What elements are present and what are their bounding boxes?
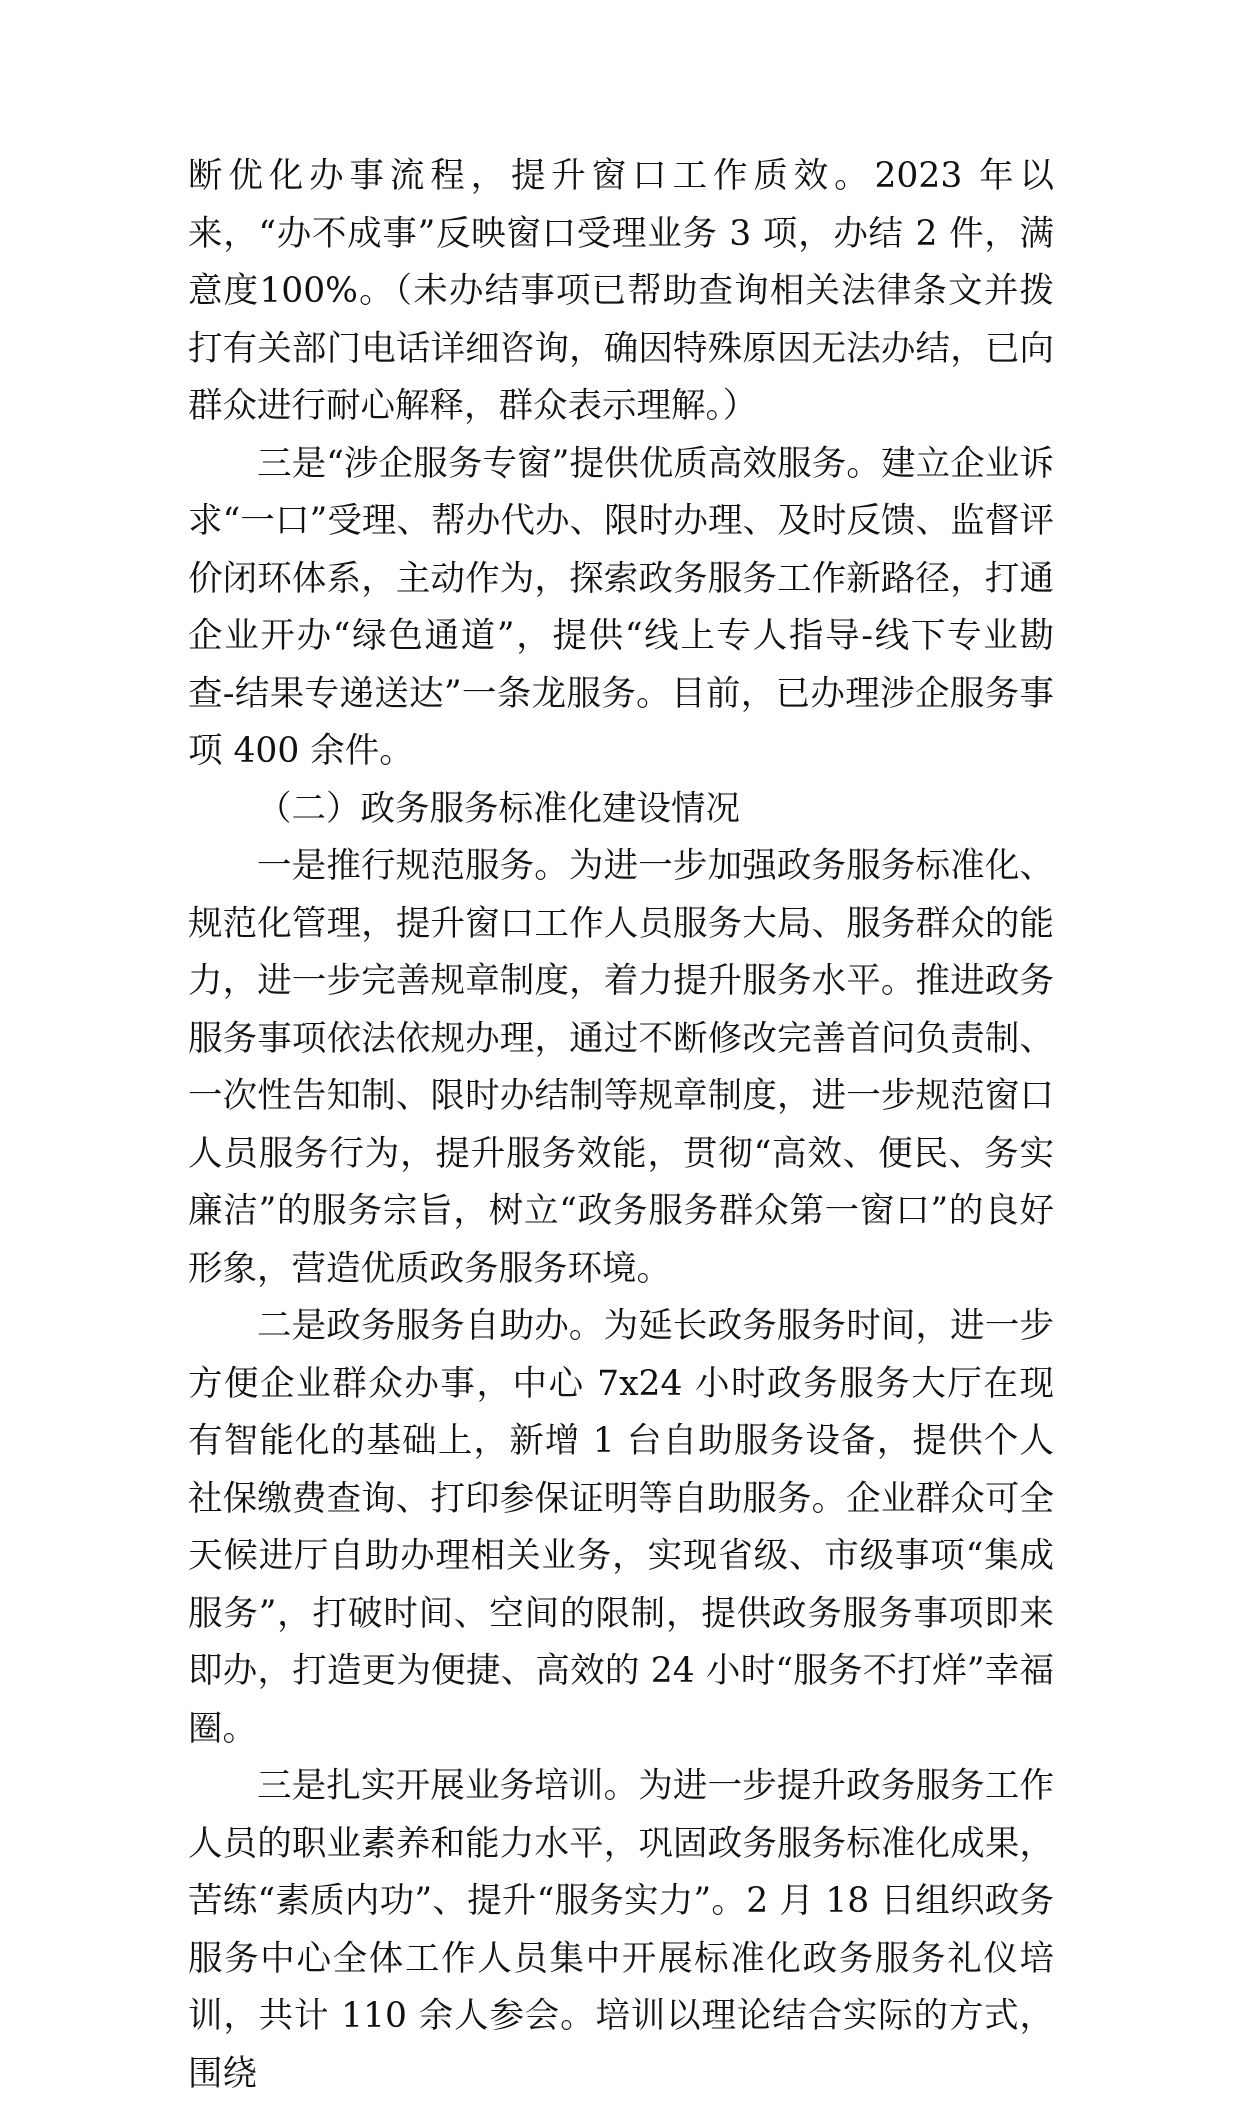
paragraph-standard-service: 一是推行规范服务。为进一步加强政务服务标准化、规范化管理，提升窗口工作人员服务大局、服务群众的能力，进一步完善规章制度，着力提升服务水平。推进政务服务事项依法依规办理，通过不断修改完善首问负责制、一次性告知制、限时办结制等规章制度，进一步规范窗口人员服务行为，提升服务效能，贯彻“高效、便民、务实廉洁”的服务宗旨，树立“政务服务群众第一窗口”的良好形象，营造优质政务服务环境。 [188,846,1054,1289]
paragraph-enterprise-service-window: 三是“涉企服务专窗”提供优质高效服务。建立企业诉求“一口”受理、帮办代办、限时办理、及时反馈、监督评价闭环体系，主动作为，探索政务服务工作新路径，打通企业开办“绿色通道”，提供“线上专人指导-线下专业勘查-结果专递送达”一条龙服务。目前，已办理涉企服务事项 400 余件。 [188,443,1054,771]
paragraph-training: 三是扎实开展业务培训。为进一步提升政务服务工作人员的职业素养和能力水平，巩固政务服务标准化成果，苦练“素质内功”、提升“服务实力”。2 月 18 日组织政务服务中心全体工作人员集中开展标准化政务服务礼仪培训，共计 110 余人参会。培训以理论结合实际的方式，围绕 [188,1766,1054,2094]
paragraph-self-service: 二是政务服务自助办。为延长政务服务时间，进一步方便企业群众办事，中心 7x24 小时政务服务大厅在现有智能化的基础上，新增 1 台自助服务设备，提供个人社保缴费查询、打印参保证明等自助服务。企业群众可全天候进厅自助办理相关业务，实现省级、市级事项“集成服务”，打破时间、空间的限制，提供政务服务事项即来即办，打造更为便捷、高效的 24 小时“服务不打烊”幸福圈。 [188,1306,1054,1749]
paragraph-continuation: 断优化办事流程，提升窗口工作质效。2023 年以来，“办不成事”反映窗口受理业务 3 项，办结 2 件，满意度100%。（未办结事项已帮助查询相关法律条文并拨打有关部门电话详细咨询，确因特殊原因无法办结，已向群众进行耐心解释，群众表示理解。） [188,156,1054,426]
section-heading-standardization: （二）政务服务标准化建设情况 [257,788,740,829]
document-body [188,148,1054,2103]
